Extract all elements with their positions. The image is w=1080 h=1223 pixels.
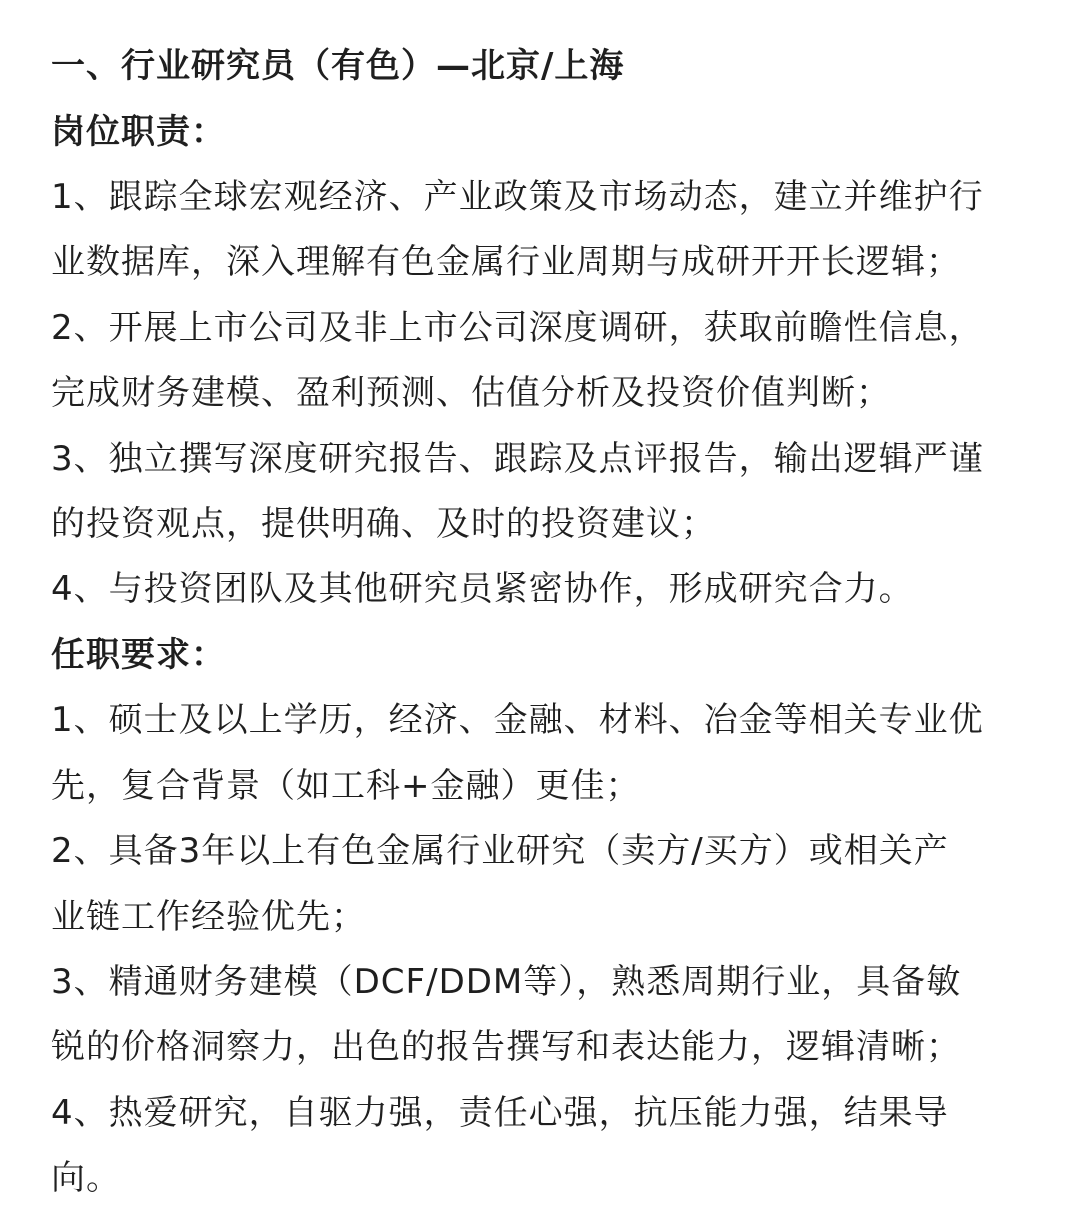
job-title: 一、行业研究员（有色）—北京/上海 <box>51 46 625 86</box>
duty-line: 完成财务建模、盈利预测、估值分析及投资价值判断； <box>51 373 891 413</box>
duty-line: 2、开展上市公司及非上市公司深度调研，获取前瞻性信息， <box>51 308 984 348</box>
requirement-line: 先，复合背景（如工科+金融）更佳； <box>51 766 641 806</box>
requirement-line: 1、硕士及以上学历，经济、金融、材料、冶金等相关专业优 <box>51 700 984 740</box>
requirement-line: 向。 <box>51 1158 121 1198</box>
requirement-line: 3、精通财务建模（DCF/DDM等），熟悉周期行业，具备敏 <box>51 962 962 1002</box>
duty-line: 4、与投资团队及其他研究员紧密协作，形成研究合力。 <box>51 569 914 609</box>
requirement-line: 2、具备3年以上有色金属行业研究（卖方/买方）或相关产 <box>51 831 949 871</box>
requirements-heading: 任职要求： <box>51 635 226 675</box>
requirement-line: 业链工作经验优先； <box>51 897 366 937</box>
requirement-line: 4、热爱研究，自驱力强，责任心强，抗压能力强，结果导 <box>51 1093 949 1133</box>
duty-line: 3、独立撰写深度研究报告、跟踪及点评报告，输出逻辑严谨 <box>51 439 984 479</box>
duty-line: 的投资观点，提供明确、及时的投资建议； <box>51 504 716 544</box>
duty-line: 业数据库，深入理解有色金属行业周期与成研开开长逻辑； <box>51 242 961 282</box>
duty-line: 1、跟踪全球宏观经济、产业政策及市场动态，建立并维护行 <box>51 177 984 217</box>
requirement-line: 锐的价格洞察力，出色的报告撰写和表达能力，逻辑清晰； <box>51 1027 961 1067</box>
duties-heading: 岗位职责： <box>51 112 226 152</box>
